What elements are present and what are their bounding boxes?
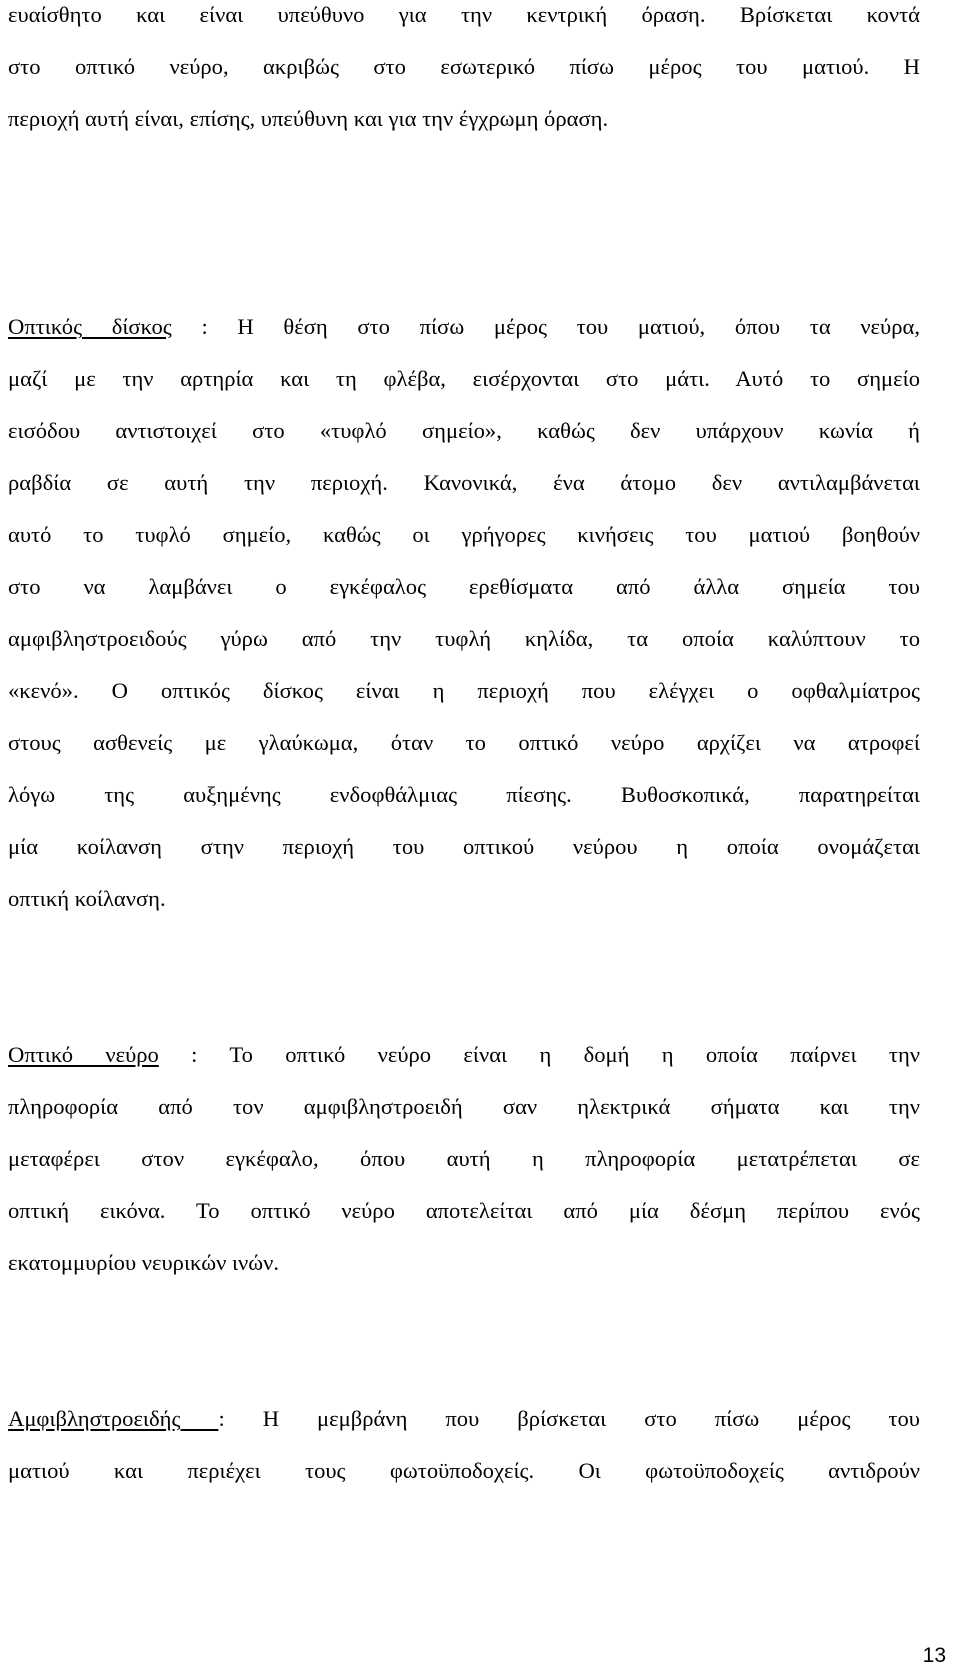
text-line: πληροφορία από τον αμφιβληστροειδή σαν ηλεκτρικά σήματα και την (8, 1094, 920, 1119)
term-optic-disc: Οπτικός δίσκος (8, 314, 172, 339)
term-optic-nerve: Οπτικό νεύρο (8, 1042, 159, 1067)
page-number: 13 (922, 1644, 946, 1667)
text-line: μαζί με την αρτηρία και τη φλέβα, εισέρχονται στο μάτι. Αυτό το σημείο (8, 366, 920, 391)
term-line (8, 1404, 920, 1434)
text-line: οπτική εικόνα. Το οπτικό νεύρο αποτελείται από μία δέσμη περίπου ενός (8, 1198, 920, 1223)
text-line: αυτό το τυφλό σημείο, καθώς οι γρήγορες κινήσεις του ματιού βοηθούν (8, 522, 920, 547)
text-line: ματιού και περιέχει τους φωτοϋποδοχείς. Οι φωτοϋποδοχείς αντιδρούν (8, 1458, 920, 1483)
text-line: ευαίσθητο και είναι υπεύθυνο για την κεντρική όραση. Βρίσκεται κοντά (8, 2, 920, 27)
term-definition-start: : Το οπτικό νεύρο είναι η δομή η οποία παίρνει την (158, 1042, 920, 1067)
text-line: στο να λαμβάνει ο εγκέφαλος ερεθίσματα από άλλα σημεία του (8, 574, 920, 599)
text-line: μεταφέρει στον εγκέφαλο, όπου αυτή η πληροφορία μετατρέπεται σε (8, 1146, 920, 1171)
text-line: αμφιβληστροειδούς γύρω από την τυφλή κηλίδα, τα οποία καλύπτουν το (8, 626, 920, 651)
term-line (8, 1040, 920, 1070)
text-line: εισόδου αντιστοιχεί στο «τυφλό σημείο», καθώς δεν υπάρχουν κωνία ή (8, 418, 920, 443)
text-line: λόγω της αυξημένης ενδοφθάλμιας πίεσης. Βυθοσκοπικά, παρατηρείται (8, 782, 920, 807)
text-line: στους ασθενείς με γλαύκωμα, όταν το οπτικό νεύρο αρχίζει να ατροφεί (8, 730, 920, 755)
text-line: εκατομμυρίου νευρικών ινών. (8, 1250, 279, 1275)
text-line: μία κοίλανση στην περιοχή του οπτικού νεύρου η οποία ονομάζεται (8, 834, 920, 859)
text-line: οπτική κοίλανση. (8, 886, 166, 911)
term-definition-start: : Η μεμβράνη που βρίσκεται στο πίσω μέρος του (218, 1406, 920, 1431)
text-line: ραβδία σε αυτή την περιοχή. Κανονικά, ένα άτομο δεν αντιλαμβάνεται (8, 470, 920, 495)
term-retina: Αμφιβληστροειδής (8, 1406, 219, 1431)
term-definition-start: : Η θέση στο πίσω μέρος του ματιού, όπου τα νεύρα, (171, 314, 920, 339)
text-line: περιοχή αυτή είναι, επίσης, υπεύθυνη και για την έγχρωμη όραση. (8, 106, 609, 131)
text-line: στο οπτικό νεύρο, ακριβώς στο εσωτερικό πίσω μέρος του ματιού. Η (8, 54, 920, 79)
text-line: «κενό». Ο οπτικός δίσκος είναι η περιοχή που ελέγχει ο οφθαλμίατρος (8, 678, 920, 703)
term-line (8, 312, 920, 342)
